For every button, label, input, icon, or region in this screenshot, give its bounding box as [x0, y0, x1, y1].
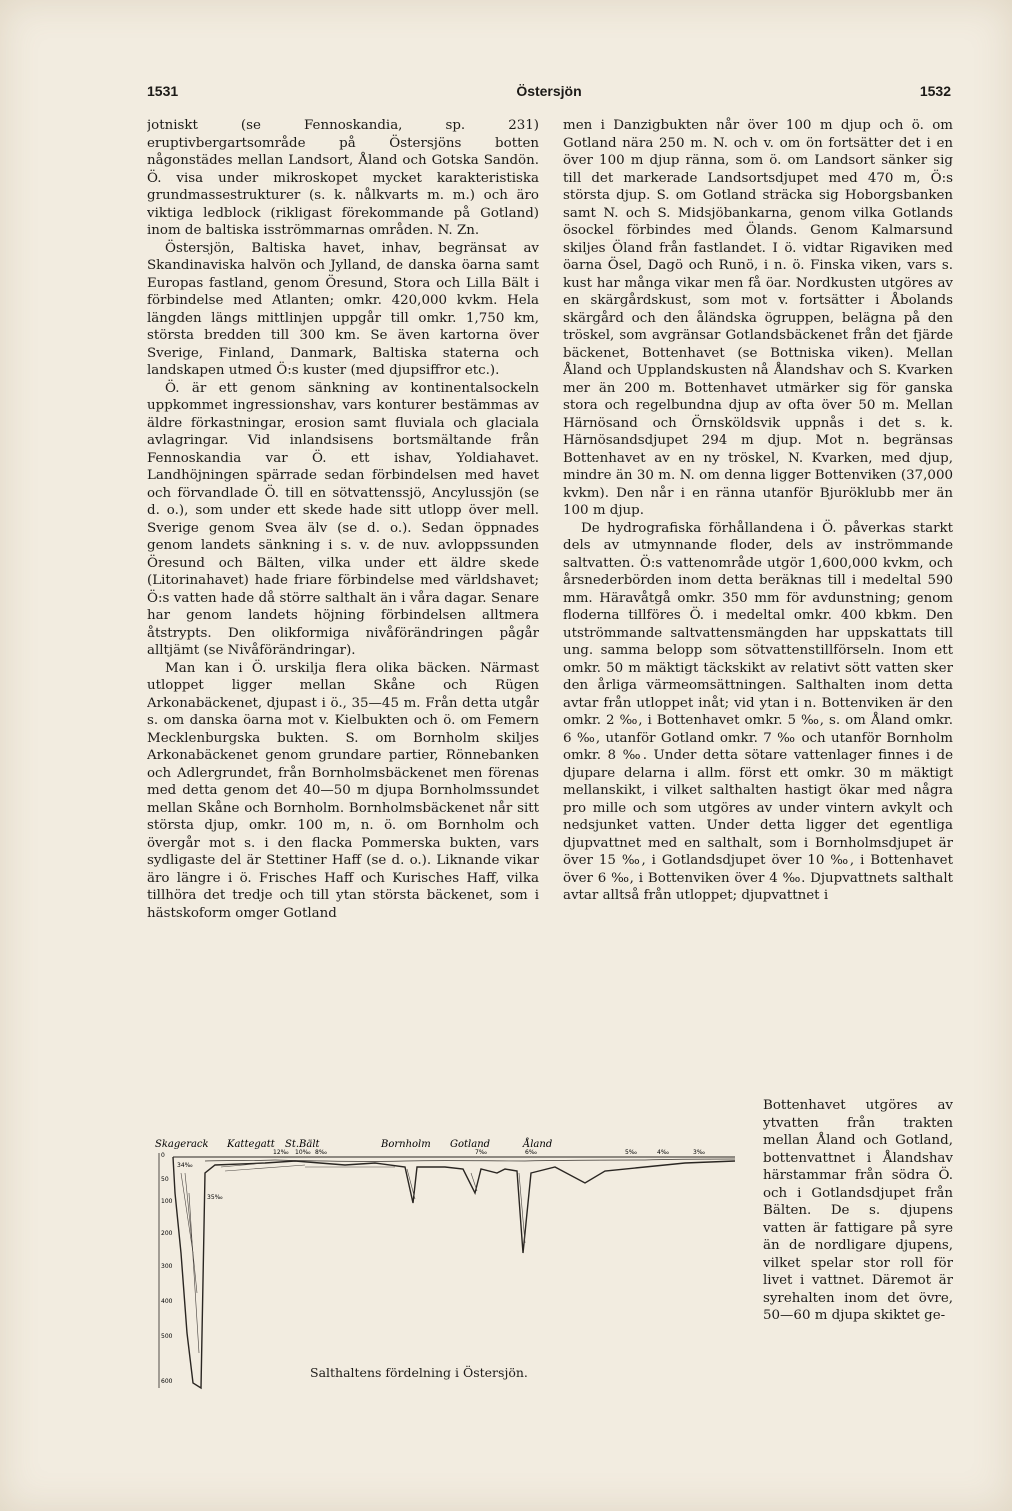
salinity-label: 35‰	[207, 1194, 223, 1201]
salinity-label: 3‰	[693, 1149, 705, 1156]
paragraph: De hydrografiska förhållandena i Ö. påverkas starkt dels av utmynnande floder, dels av inströmmande saltvatten. Ö:s vattenområde utgör 1,600,000 kvkm, och årsnederbörden inom detta beräknas till i medeltal 590 mm. Häravåtgå omkr. 350 mm för avdunstning; genom floderna tillföres Ö. i medeltal omkr. 400 kbkm. Den utströmmande saltvattensmängden har uppskattats till ung. samma belopp som sötvattenstillförseln. Inom ett omkr. 50 m mäktigt täckskikt av relativt sött vatten sker den årliga värmeomsättningen. Salthalten inom detta avtar från utloppet inåt; vid ytan i n. Bottenviken är den omkr. 2 ‰, i Bottenhavet omkr. 5 ‰, s. om Åland omkr. 6 ‰, utanför Gotland omkr. 7 ‰ och utanför Bornholm omkr. 8 ‰. Under detta sötare vattenlager finnes i de djupare delarna i allm. först ett omkr. 30 m mäktigt mellanskikt, i vilket salthalten hastigt ökar med några pro mille och som utgöres av under vintern avkylt och nedsjunket vatten. Under detta ligger det egentliga djupvattnet med en salthalt, som i Bornholmsdjupet är över 15 ‰, i Gotlandsdjupet över 10 ‰, i Bottenhavet över 6 ‰, i Bottenviken över 4 ‰. Djupvattnets salthalt avtar alltså från utloppet; djupvattnet i	[563, 520, 953, 903]
paragraph: Östersjön, Baltiska havet, inhav, begränsat av Skandinaviska halvön och Jylland, de danska öarna samt Europas fastland, genom Öresund, Stora och Lilla Bält i förbindelse med Atlanten; omkr. 420,000 kvkm. Hela längden längs mittlinjen uppgår till omkr. 1,750 km, största bredden till 300 km. Se även kartorna över Sverige, Finland, Danmark, Baltiska staterna och landskapen utmed Ö:s kuster (med djupsiffror etc.).	[147, 240, 539, 378]
salinity-label: 10‰	[295, 1149, 311, 1156]
depth-tick: 50	[161, 1176, 169, 1183]
region-label: St.Bält	[285, 1139, 320, 1150]
salinity-figure	[145, 1133, 745, 1395]
salinity-label: 12‰	[273, 1149, 289, 1156]
paragraph: Ö. är ett genom sänkning av kontinentalsockeln uppkommet ingressionshav, vars konturer bestämmas av äldre förkastningar, erosion samt fluviala och glaciala avlagringar. Vid inlandsisens bortsmältande från Fennoskandia var Ö. ett ishav, Yoldiahavet. Landhöjningen spärrade sedan förbindelsen med havet och förvandlade Ö. till en sötvattenssjö, Ancylussjön (se d. o.), som under ett skede hade sitt utlopp över mell. Sverige genom Svea älv (se d. o.). Sedan öppnades genom landets sänkning i s. v. de nuv. avloppssunden Öresund och Bälten, vilka under ett äldre skede (Litorinahavet) hade friare förbindelse med världshavet; Ö:s vatten hade då större salthalt än i våra dagar. Senare har genom landets höjning förbindelsen alltmera åtstrypts. Den olikformiga nivåförändringen pågår alltjämt (se Nivåförändringar).	[147, 380, 539, 658]
depth-tick: 100	[161, 1198, 173, 1205]
page-number-left: 1531	[147, 83, 179, 99]
region-label: Gotland	[450, 1139, 491, 1150]
depth-tick: 300	[161, 1263, 173, 1270]
running-title: Östersjön	[516, 83, 582, 99]
running-header	[147, 83, 951, 105]
depth-tick: 500	[161, 1333, 173, 1340]
salinity-label: 4‰	[657, 1149, 669, 1156]
depth-tick: 0	[161, 1152, 165, 1159]
depth-tick: 400	[161, 1298, 173, 1305]
region-label: Åland	[523, 1139, 553, 1150]
region-label: Skagerack	[155, 1139, 209, 1150]
region-label: Kattegatt	[227, 1139, 275, 1150]
left-column	[147, 117, 539, 1107]
right-column	[563, 117, 953, 1095]
salinity-label: 8‰	[315, 1149, 327, 1156]
salinity-label: 7‰	[475, 1149, 487, 1156]
right-column-continuation: Bottenhavet utgöres av ytvatten från trakten mellan Åland och Gotland, bottenvattnet i Ålandshav härstammar från södra Ö. och i Gotlandsdjupet från Bälten. De s. djupens vatten är fattigare på syre än de nordligare djupens, vilket spelar stor roll för livet i vattnet. Däremot är syrehalten inom det övre, 50—60 m djupa skiktet ge-	[763, 1098, 953, 1323]
salinity-label: 5‰	[625, 1149, 637, 1156]
figure-caption: Salthaltens fördelning i Östersjön.	[310, 1365, 528, 1380]
depth-tick: 200	[161, 1230, 173, 1237]
region-label: Bornholm	[381, 1139, 431, 1150]
paragraph: men i Danzigbukten når över 100 m djup och ö. om Gotland nära 250 m. N. och v. om ön fortsätter det i en över 100 m djup ränna, som ö. om Landsort sänker sig till det markerade Landsortsdjupet med 470 m, Ö:s största djup. S. om Gotland sträcka sig Hoborgsbanken samt N. och S. Midsjöbankarna, genom vilka Gotlands ösockel förbindes med Ölands. Genom Kalmarsund skiljes Öland från fastlandet. I ö. vidtar Rigaviken med öarna Ösel, Dagö och Runö, i n. ö. Finska viken, vars s. kust har många vikar men få öar. Nordkusten utgöres av en skärgårdskust, som mot v. fortsätter i Åbolands skärgård och den åländska ögruppen, belägna på den tröskel, som avgränsar Gotlandsbäckenet från det fjärde bäckenet, Bottenhavet (se Bottniska viken). Mellan Åland och Upplandskusten nå Ålandshav och S. Kvarken mer än 200 m. Bottenhavet utmärker sig för ganska stora och regelbundna djup av ofta över 50 m. Mellan Härnösand och Örnsköldsvik uppnås i det s. k. Härnösandsdjupet 294 m djup. Mot n. begränsas Bottenhavet av en ny tröskel, N. Kvarken, med djup, mindre än 30 m. N. om denna ligger Bottenviken (37,000 kvkm). Den når i en ränna utanför Bjuröklubb mer än 100 m djup.	[563, 118, 953, 518]
salinity-profile-diagram	[145, 1133, 745, 1395]
paragraph: Man kan i Ö. urskilja flera olika bäcken. Närmast utloppet ligger mellan Skåne och Rügen Arkonabäckenet, djupast i ö., 35—45 m. Från detta utgår s. om danska öarna mot v. Kielbukten och ö. om Femern Mecklenburgska bukten. S. om Bornholm skiljes Arkonabäckenet genom grundare partier, Rönnebanken och Adlergrundet, från Bornholmsbäckenet men förenas med detta genom det 40—50 m djupa Bornholmssundet mellan Skåne och Bornholm. Bornholmsbäckenet når sitt största djup, omkr. 100 m, n. ö. om Bornholm och övergår mot s. i den flacka Pommerska bukten, vars sydligaste del är Stettiner Haff (se d. o.). Liknande vikar äro längre i ö. Frisches Haff och Kurisches Haff, vilka tillhöra det tredje och till ytan största bäckenet, som i hästskoform omger Gotland	[147, 660, 539, 921]
salinity-label: 6‰	[525, 1149, 537, 1156]
salinity-label: 34‰	[177, 1162, 193, 1169]
page-number-right: 1532	[919, 83, 951, 99]
depth-tick: 600	[161, 1378, 173, 1385]
paragraph: jotniskt (se Fennoskandia, sp. 231) eruptivbergartsområde på Östersjöns botten någonstädes mellan Landsort, Åland och Gotska Sandön. Ö. visa under mikroskopet mycket karakteristiska grundmassestrukturer (s. k. nålkvarts m. m.) och äro viktiga ledblock (rikligast förekommande på Gotland) inom de baltiska isströmmarnas områden. N. Zn.	[147, 118, 539, 238]
